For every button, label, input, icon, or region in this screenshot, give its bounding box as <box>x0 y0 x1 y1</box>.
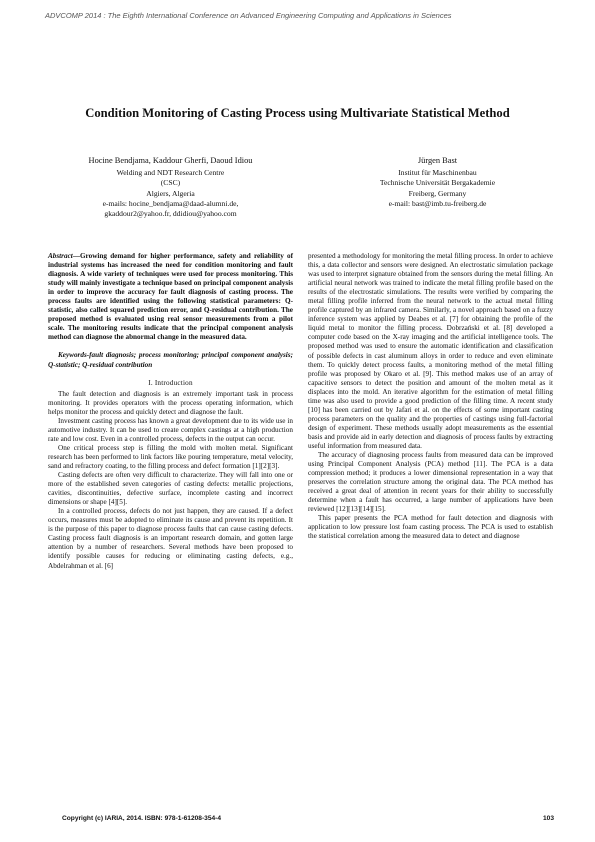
paragraph: The fault detection and diagnosis is an extremely important task in process monitoring. It provides operators with the process operating information, which helps monitor the process and quickly detect and diagnose the fault. <box>48 389 293 416</box>
paragraph: In a controlled process, defects do not just happen, they are caused. If a defect occurs, measures must be adopted to eliminate its cause and prevent its repetition. It is the purpose of this paper to diagnose process faults that can cause casting defects. Casting process fault diagnosis is an important research domain, and gotten large attention by a number of researchers. Several methods have been proposed to identify possible causes for reducing or eliminating casting defects, e.g., Abdelrahman et al. [6] <box>48 507 293 570</box>
email: gkaddour2@yahoo.fr, ddidiou@yahoo.com <box>104 209 237 219</box>
abstract-text: —Growing demand for higher performance, safety and reliability of industrial systems has increased the need for condition monitoring and fault diagnosis. A wide variety of techniques were used for process monitoring. This study will mainly investigate a technique based on principal component analysis in order to improve the accuracy for fault diagnosis of casting process. The process faults are identified using the following statistical parameters: Q-statistic, also called squared prediction error, and Q-residual contribution. The proposed method is evaluated using real sensor measurements from a pilot scale. The monitoring results indicate that the principal component analysis method can diagnose the abnormal change in the measured data. <box>48 252 293 342</box>
keywords: Keywords-fault diagnosis; process monitoring; principal component analysis; Q-statistic; Q-residual contribution <box>48 351 293 369</box>
affiliation: (CSC) <box>160 178 181 188</box>
left-column <box>48 252 293 571</box>
author-names: Jürgen Bast <box>417 156 458 165</box>
abstract <box>48 252 293 342</box>
email: e-mails: hocine_bendjama@daad-alumni.de, <box>102 198 239 208</box>
affiliation: Technische Universität Bergakademie <box>379 178 496 188</box>
abstract-lead: Abstract <box>48 252 73 260</box>
paragraph: Casting defects are often very difficult to characterize. They will fall into one or more of the established seven categories of casting defects: metallic projections, cavities, discontinuities, defective surface, incomplete casting and incorrect dimensions or shape [4][5]. <box>48 471 293 507</box>
location: Freiberg, Germany <box>408 188 467 198</box>
affiliation: Welding and NDT Research Centre <box>116 168 225 178</box>
section-heading: I. Introduction <box>148 378 193 387</box>
location: Algiers, Algeria <box>146 188 195 198</box>
paragraph: This paper presents the PCA method for fault detection and diagnosis with application to low pressure lost foam casting process. The PCA is used to establish the statistical correlation among the measured data to detect and diagnose <box>308 514 553 541</box>
paragraph: presented a methodology for monitoring the metal filling process. In order to achieve this, a data collector and sensors were designed. An electrostatic simulation package was used to interpret signature obtained from the sensors during the metal filling. An artificial neural network was trained to indicate the metal filling profile based on the results of the electrostatic simulations. The results were verified by comparing the metal filling profile inferred from the neural network to the actual metal filling profile captured by an infrared camera. Similarly, a novel approach based on a fuzzy inference system was applied by Deabes et al. [7] for obtaining the profile of the liquid metal to monitor the filling process. Dobrzański et al. [8] developed a computer code based on the X-ray imaging and the artificial intelligence tools. The proposed method was used to ensure the automatic identification and classification of possible defects in cast aluminum alloys in order to reduce and even eliminate them. To quickly detect process faults, a monitoring method of the metal filling profile was proposed by Okaro et al. [9]. This method makes use of an array of capacitive sensors to detect the position and amount of the molten metal as it displaces into the mold. An iterative algorithm for the estimation of metal filling time was also used to provide a good prediction of the filling time. A recent study [10] has been carried out by Jafari et al. on the effects of some important casting process parameters on the quality and the properties of castings using full-factorial design of experiment. These methods usually adopt measurements as the essential basis and provide aid in early detection and diagnosis of process faults by extracting useful information from measured data. <box>308 252 553 450</box>
author-block-left <box>48 156 293 219</box>
paragraph: The accuracy of diagnosing process faults from measured data can be improved using Principal Component Analysis (PCA) method [11]. The PCA is a data compression method; it produces a lower dimensional representation in a way that preserves the correlation structure among the original data. The PCA method has received a great deal of attention in recent years for their ability to successfully determine when a fault has occurred, a large number of applications have been reviewed [12][13][14][15]. <box>308 451 553 514</box>
page-number: 103 <box>543 815 555 822</box>
author-names: Hocine Bendjama, Kaddour Gherfi, Daoud Idiou <box>88 156 253 165</box>
affiliation: Institut für Maschinenbau <box>398 168 477 178</box>
paper-title: Condition Monitoring of Casting Process using Multivariate Statistical Method <box>85 106 510 120</box>
right-column <box>308 252 553 542</box>
paragraph: One critical process step is filling the mold with molten metal. Significant research has been performed to link factors like pouring temperature, metal velocity, sand and refractory coating, to the filling process and defect formation [1][2][3]. <box>48 443 293 470</box>
author-block-right <box>315 156 560 209</box>
running-header: ADVCOMP 2014 : The Eighth International Conference on Advanced Engineering Computing and Applications in Sciences <box>45 11 452 20</box>
paragraph: Investment casting process has known a great development due to its wide use in automotive industry. It can be used to create complex castings at a high production rate and low cost. Even in a controlled process, defects in the output can occur. <box>48 416 293 443</box>
email: e-mail: bast@imb.tu-freiberg.de <box>388 198 487 208</box>
copyright-footer: Copyright (c) IARIA, 2014. ISBN: 978-1-61208-354-4 <box>62 815 222 822</box>
